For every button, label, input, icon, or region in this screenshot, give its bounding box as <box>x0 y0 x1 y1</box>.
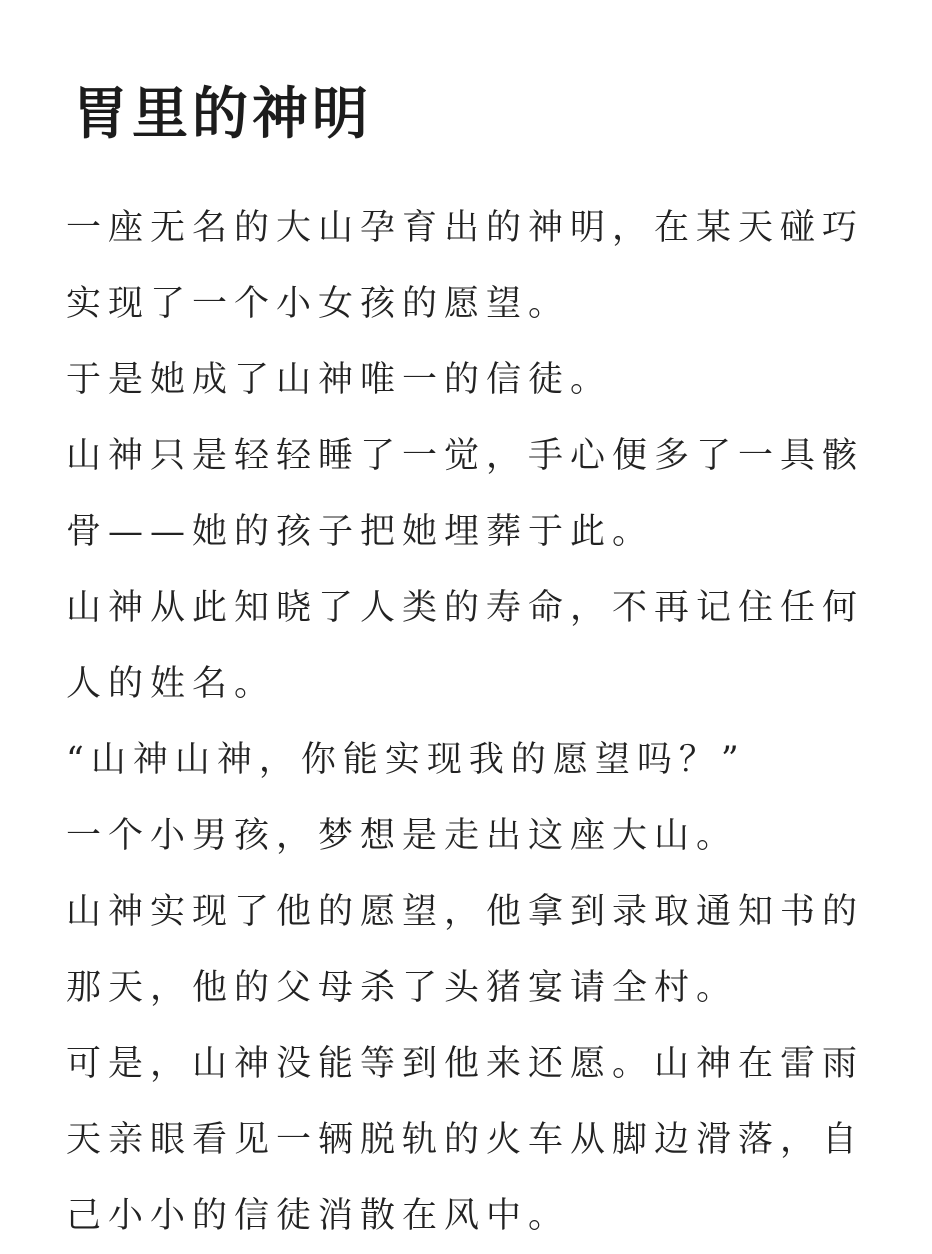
story-body <box>66 190 865 1254</box>
text-line: 天亲眼看见一辆脱轨的火车从脚边滑落，自 <box>66 1120 865 1160</box>
text-line: “山神山神，你能实现我的愿望吗？” <box>66 740 746 780</box>
text-line: 山神实现了他的愿望，他拿到录取通知书的 <box>66 892 865 932</box>
text-line: 那天，他的父母杀了头猪宴请全村。 <box>66 968 739 1008</box>
text-line: 山神只是轻轻睡了一觉，手心便多了一具骸 <box>66 436 865 476</box>
text-line: 山神从此知晓了人类的寿命，不再记住任何 <box>66 588 865 628</box>
text-line: 一个小男孩，梦想是走出这座大山。 <box>66 816 739 856</box>
text-line: 实现了一个小女孩的愿望。 <box>66 284 571 324</box>
text-line: 可是，山神没能等到他来还愿。山神在雷雨 <box>66 1044 865 1084</box>
text-line: 一座无名的大山孕育出的神明，在某天碰巧 <box>66 208 865 248</box>
text-line: 骨——她的孩子把她埋葬于此。 <box>66 512 655 552</box>
text-line: 于是她成了山神唯一的信徒。 <box>66 360 613 400</box>
text-line: 人的姓名。 <box>66 664 277 704</box>
text-line: 己小小的信徒消散在风中。 <box>66 1196 571 1236</box>
document-title: 胃里的神明 <box>72 81 372 147</box>
